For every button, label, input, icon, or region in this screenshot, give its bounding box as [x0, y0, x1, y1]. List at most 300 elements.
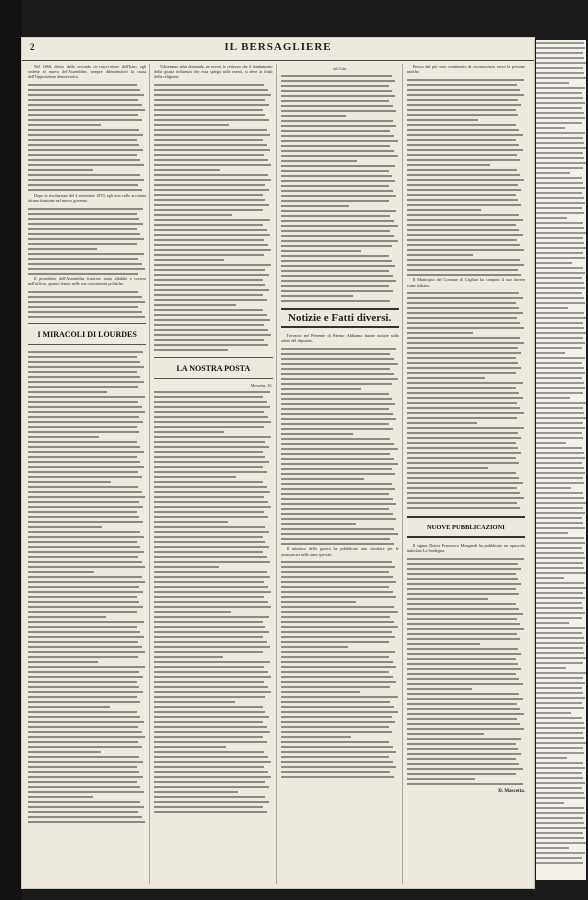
text-line-ink — [281, 120, 393, 122]
text-line-ink — [281, 438, 391, 440]
text-line-ink — [536, 427, 585, 429]
text-line-ink — [28, 686, 139, 688]
text-line-ink — [28, 381, 144, 383]
text-line-ink — [407, 254, 473, 256]
text-line-ink — [28, 154, 137, 156]
text-line-ink — [536, 157, 584, 159]
text-line-ink — [536, 842, 586, 844]
col2-lead-paragraph: Udiremmo altra domanda, ne avessi la certezza che il fondamento della giusta influenza che essa spiega sulle menti, si deve ai frutti della religione. — [154, 64, 273, 80]
text-line-ink — [536, 292, 582, 294]
text-line-ink — [28, 556, 138, 558]
text-line-ink — [281, 443, 395, 445]
text-line-ink — [536, 57, 584, 59]
text-line-ink — [154, 736, 263, 738]
text-line-ink — [536, 247, 586, 249]
text-line-ink — [407, 229, 519, 231]
text-line-ink — [154, 259, 224, 261]
text-line-ink — [536, 832, 583, 834]
text-line-ink — [536, 457, 585, 459]
text-line-ink — [536, 487, 571, 489]
text-line-ink — [281, 418, 397, 420]
text-line-ink — [154, 596, 264, 598]
text-line-ink — [28, 821, 145, 823]
text-line-ink — [28, 551, 144, 553]
text-line-ink — [281, 295, 353, 297]
text-line-ink — [407, 387, 516, 389]
text-line-ink — [407, 307, 519, 309]
text-line-ink — [407, 558, 524, 560]
text-line-ink — [28, 571, 94, 573]
text-line-ink — [536, 447, 582, 449]
text-line-ink — [407, 174, 521, 176]
text-line-ink — [281, 85, 390, 87]
text-line-ink — [154, 806, 263, 808]
text-line-ink — [536, 677, 583, 679]
text-line-ink — [407, 139, 516, 141]
text-line-ink — [536, 87, 585, 89]
text-line-ink — [536, 312, 584, 314]
text-line-ink — [536, 382, 584, 384]
text-line-ink — [407, 149, 523, 151]
text-line-ink — [281, 300, 391, 302]
text-line-ink — [281, 220, 395, 222]
text-line-ink — [28, 426, 137, 428]
col4-lead-paragraph: Presso dal più vero sentimento di riconoscenza verso le persone amiche. — [406, 64, 525, 75]
text-line-ink — [407, 94, 524, 96]
text-line-ink — [536, 727, 585, 729]
text-line-ink — [407, 184, 518, 186]
text-line-ink — [28, 671, 139, 673]
text-line-ink — [407, 748, 518, 750]
text-line-ink — [154, 661, 270, 663]
text-line-ink — [407, 214, 519, 216]
text-line-ink — [536, 127, 565, 129]
text-line-ink — [154, 546, 269, 548]
text-line-ink — [407, 693, 519, 695]
text-line-ink — [407, 588, 516, 590]
text-line-ink — [536, 397, 570, 399]
text-line-ink — [154, 771, 268, 773]
text-line-ink — [154, 531, 269, 533]
text-line-ink — [154, 134, 270, 136]
text-line-ink — [536, 347, 582, 349]
text-line-ink — [154, 536, 263, 538]
text-line-ink — [281, 403, 396, 405]
text-line-ink — [28, 436, 99, 438]
text-line-ink — [28, 721, 144, 723]
text-line-ink — [154, 476, 236, 478]
text-line-ink — [281, 756, 390, 758]
text-line-ink — [407, 507, 521, 509]
text-line-ink — [154, 486, 266, 488]
text-line-ink — [407, 763, 519, 765]
text-line-ink — [281, 711, 398, 713]
text-line-ink — [536, 187, 585, 189]
text-line-ink — [281, 115, 346, 117]
text-line-ink — [536, 322, 583, 324]
text-line-ink — [536, 277, 582, 279]
text-line-ink — [28, 731, 142, 733]
text-line-ink — [407, 292, 519, 294]
text-line-ink — [154, 581, 264, 583]
text-line-ink — [154, 426, 264, 428]
text-line-ink — [154, 179, 271, 181]
text-line-ink — [536, 502, 586, 504]
text-line-ink — [407, 502, 517, 504]
text-line-ink — [407, 728, 524, 730]
newspaper-title: IL BERSAGLIERE — [224, 41, 332, 53]
text-line-ink — [281, 581, 397, 583]
text-line-ink — [281, 398, 392, 400]
text-line-ink — [536, 167, 583, 169]
text-line-ink — [154, 309, 263, 311]
text-line-ink — [407, 114, 518, 116]
text-line-ink — [28, 306, 138, 308]
text-line-ink — [154, 254, 264, 256]
text-line-ink — [154, 244, 268, 246]
text-line-ink — [28, 716, 140, 718]
text-line-ink — [536, 237, 583, 239]
text-line-ink — [536, 192, 582, 194]
text-line-ink — [281, 195, 397, 197]
text-line-ink — [407, 718, 517, 720]
text-line-ink — [281, 373, 395, 375]
text-line — [28, 314, 146, 319]
text-line-ink — [28, 506, 143, 508]
text-line-ink — [28, 691, 143, 693]
text-line-ink — [281, 363, 398, 365]
text-line-ink — [407, 109, 516, 111]
text-line-ink — [154, 269, 265, 271]
text-line-ink — [536, 377, 582, 379]
text-line-ink — [407, 179, 524, 181]
text-line-ink — [154, 99, 265, 101]
text-line-ink — [281, 566, 396, 568]
text-line-ink — [536, 652, 584, 654]
text-line-ink — [28, 776, 143, 778]
text-line-ink — [407, 432, 518, 434]
text-line-ink — [28, 756, 139, 758]
text-line-ink — [536, 672, 586, 674]
text-line-ink — [536, 522, 583, 524]
text-line-ink — [281, 646, 348, 648]
text-line-ink — [28, 746, 142, 748]
text-line-ink — [536, 72, 584, 74]
text-line-ink — [154, 411, 264, 413]
text-line-ink — [281, 100, 390, 102]
text-line-ink — [28, 786, 140, 788]
text-line-ink — [536, 602, 582, 604]
text-line-ink — [536, 687, 582, 689]
text-line-ink — [536, 477, 583, 479]
text-line-ink — [154, 651, 263, 653]
text-line-ink — [281, 110, 397, 112]
text-line-ink — [536, 622, 569, 624]
text-line-ink — [407, 653, 522, 655]
newspaper-page — [22, 38, 534, 888]
text-line-ink — [407, 758, 516, 760]
text-line-ink — [281, 90, 392, 92]
text-line-ink — [536, 802, 564, 804]
text-line-ink — [281, 498, 393, 500]
text-line-ink — [407, 269, 518, 271]
text-line-ink — [536, 712, 571, 714]
text-line-ink — [536, 767, 585, 769]
text-line-ink — [407, 638, 521, 640]
text-line-ink — [281, 358, 395, 360]
col1-text-block-c — [28, 289, 146, 319]
text-line-ink — [281, 606, 395, 608]
text-line-ink — [536, 497, 584, 499]
text-line-ink — [407, 234, 523, 236]
text-line-ink — [281, 150, 395, 152]
text-line-ink — [154, 264, 271, 266]
col1-text-block-d — [28, 349, 146, 824]
text-line-ink — [536, 807, 584, 809]
text-line-ink — [154, 324, 264, 326]
text-line-ink — [28, 174, 140, 176]
text-line-ink — [154, 781, 265, 783]
text-line-ink — [407, 482, 523, 484]
text-line-ink — [154, 104, 269, 106]
text-line-ink — [407, 688, 472, 690]
text-line-ink — [154, 671, 268, 673]
text-line-ink — [28, 164, 144, 166]
text-line-ink — [154, 606, 271, 608]
text-line-ink — [281, 140, 398, 142]
text-line-ink — [536, 417, 586, 419]
text-line-ink — [407, 447, 518, 449]
text-line-ink — [154, 164, 271, 166]
text-line-ink — [28, 208, 143, 210]
text-line-ink — [28, 159, 140, 161]
text-line-ink — [536, 532, 568, 534]
text-line-ink — [154, 436, 271, 438]
col3-text-block-b — [281, 346, 399, 546]
text-line-ink — [536, 567, 584, 569]
col3-section-title: Notizie e Fatti diversi. — [288, 312, 392, 324]
text-line-ink — [536, 847, 569, 849]
text-line-ink — [154, 114, 265, 116]
text-line-ink — [536, 662, 583, 664]
text-line-ink — [154, 731, 270, 733]
text-line-ink — [281, 636, 396, 638]
text-line-ink — [28, 801, 140, 803]
text-line-ink — [28, 89, 140, 91]
text-line-ink — [536, 367, 584, 369]
text-line-ink — [536, 212, 584, 214]
text-line-ink — [536, 527, 585, 529]
text-line-ink — [154, 406, 270, 408]
col4-text-block-b — [407, 291, 525, 511]
text-line-ink — [407, 317, 517, 319]
text-line-ink — [407, 593, 519, 595]
text-line-ink — [536, 747, 583, 749]
text-line-ink — [28, 816, 142, 818]
text-line-ink — [281, 225, 398, 227]
text-line-ink — [536, 782, 585, 784]
text-line-ink — [281, 388, 361, 390]
text-line-ink — [281, 463, 398, 465]
text-line-ink — [281, 353, 391, 355]
text-line-ink — [281, 696, 398, 698]
text-line-ink — [536, 572, 586, 574]
scan-dark-border — [0, 0, 22, 900]
text-line-ink — [281, 513, 393, 515]
text-line-ink — [281, 200, 390, 202]
col4-section-box — [407, 516, 525, 538]
text-line-ink — [28, 656, 138, 658]
text-line-ink — [154, 284, 265, 286]
text-line-ink — [154, 349, 227, 351]
text-line-ink — [28, 94, 144, 96]
text-line-ink — [407, 124, 516, 126]
text-line-ink — [154, 551, 263, 553]
text-line-ink — [536, 402, 586, 404]
text-line-ink — [154, 219, 270, 221]
text-line-ink — [536, 702, 582, 704]
text-line-ink — [281, 135, 395, 137]
text-line-ink — [154, 491, 270, 493]
text-line-ink — [28, 351, 143, 353]
text-line-ink — [28, 129, 139, 131]
text-line-ink — [154, 294, 263, 296]
text-line-ink — [281, 493, 390, 495]
text-line-ink — [407, 783, 523, 785]
text-line-ink — [154, 541, 265, 543]
text-line-ink — [154, 791, 238, 793]
text-line-ink — [154, 249, 271, 251]
text-line-ink — [154, 149, 270, 151]
text-line-ink — [536, 317, 586, 319]
adjacent-page-strip — [536, 40, 586, 880]
text-line-ink — [281, 165, 396, 167]
text-line-ink — [407, 683, 523, 685]
text-line — [407, 272, 525, 277]
text-line-ink — [281, 378, 398, 380]
col2-dateline: Messina, 16. — [250, 382, 273, 388]
text-line-ink — [154, 441, 265, 443]
text-line-ink — [154, 421, 271, 423]
text-line-ink — [407, 189, 522, 191]
page-number: 2 — [30, 42, 35, 52]
text-line-ink — [536, 262, 572, 264]
col1-section-title: I MIRACOLI DI LOURDES — [37, 330, 137, 340]
text-line-ink — [536, 557, 585, 559]
text-line-ink — [281, 518, 397, 520]
text-line-ink — [28, 189, 142, 191]
text-line-ink — [407, 297, 523, 299]
text-line-ink — [281, 245, 392, 247]
text-line — [28, 188, 146, 193]
text-line-ink — [28, 169, 93, 171]
text-line-ink — [281, 483, 392, 485]
text-line-ink — [407, 738, 522, 740]
text-line-ink — [281, 611, 398, 613]
text-line-ink — [154, 451, 263, 453]
text-line-ink — [28, 621, 144, 623]
text-line-ink — [154, 94, 271, 96]
text-line-ink — [281, 428, 393, 430]
text-line-ink — [154, 511, 264, 513]
text-line-ink — [536, 697, 585, 699]
text-line-ink — [536, 142, 584, 144]
text-line-ink — [407, 337, 521, 339]
text-line-ink — [536, 577, 564, 579]
text-line-ink — [407, 467, 489, 469]
text-line-ink — [281, 235, 395, 237]
text-line-ink — [154, 204, 269, 206]
col3-top-heading: ad Gita — [333, 66, 346, 71]
text-line-ink — [281, 576, 393, 578]
text-line-ink — [536, 692, 583, 694]
text-line-ink — [154, 199, 265, 201]
text-line-ink — [536, 67, 583, 69]
text-line-ink — [154, 446, 269, 448]
text-line-ink — [154, 801, 269, 803]
text-line-ink — [28, 243, 137, 245]
text-line-ink — [536, 327, 584, 329]
text-line-ink — [154, 666, 264, 668]
text-line — [407, 781, 525, 786]
text-line-ink — [536, 517, 582, 519]
text-line-ink — [154, 234, 270, 236]
text-line-ink — [536, 352, 565, 354]
text-line-ink — [28, 109, 145, 111]
text-line-ink — [536, 117, 585, 119]
text-line-ink — [154, 776, 271, 778]
text-line-ink — [407, 437, 522, 439]
text-line-ink — [154, 461, 269, 463]
text-line-ink — [154, 304, 236, 306]
text-line-ink — [407, 623, 521, 625]
text-line-ink — [536, 562, 583, 564]
text-line-ink — [28, 248, 97, 250]
col2-divider-2 — [154, 378, 272, 379]
text-line-ink — [281, 616, 391, 618]
text-line-ink — [154, 616, 269, 618]
text-line-ink — [28, 706, 110, 708]
text-line-ink — [28, 366, 144, 368]
text-line-ink — [28, 233, 140, 235]
text-line-ink — [28, 631, 140, 633]
text-line-ink — [28, 134, 143, 136]
text-line-ink — [536, 612, 585, 614]
text-line — [536, 860, 586, 865]
text-line — [154, 348, 272, 353]
text-line-ink — [154, 139, 263, 141]
text-line-ink — [407, 129, 519, 131]
text-line-ink — [407, 377, 485, 379]
text-line-ink — [536, 172, 570, 174]
text-line-ink — [28, 263, 142, 265]
text-line-ink — [28, 761, 143, 763]
text-line-ink — [407, 249, 524, 251]
text-line-ink — [281, 706, 395, 708]
text-line-ink — [28, 781, 137, 783]
page-header — [22, 38, 534, 61]
text-line-ink — [536, 822, 584, 824]
text-line-ink — [536, 812, 585, 814]
text-line-ink — [407, 753, 522, 755]
text-line-ink — [407, 563, 518, 565]
text-line-ink — [154, 154, 264, 156]
text-line-ink — [28, 546, 140, 548]
text-line-ink — [536, 597, 585, 599]
text-line-ink — [407, 209, 481, 211]
text-line-ink — [536, 197, 584, 199]
text-line-ink — [28, 651, 145, 653]
